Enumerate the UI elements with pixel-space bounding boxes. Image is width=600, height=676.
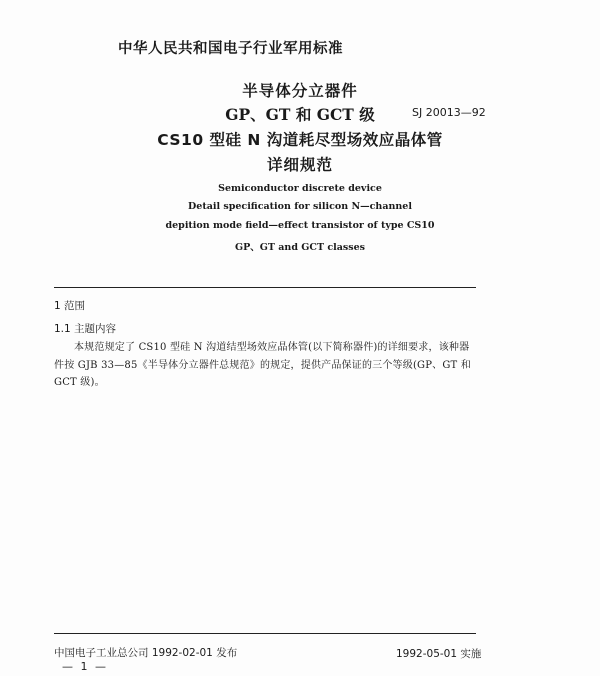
implementation-date: 1992-05-01 实施 [396,648,482,660]
english-title-line-3: depition mode field—effect transistor of type CS10 [165,220,435,231]
footer-divider [54,633,476,634]
standard-number: SJ 20013—92 [412,106,486,119]
english-title-line-2: Detail specification for silicon N—channel [188,201,412,212]
english-title-line-1: Semiconductor discrete device [218,183,382,194]
top-divider [54,287,476,288]
title-line-3: CS10 型硅 N 沟道耗尽型场效应晶体管 [157,131,443,149]
page-number: — 1 — [62,660,108,673]
section-1-heading: 1 范围 [54,300,86,312]
title-line-2: GP、GT 和 GCT 级 [225,105,375,124]
standard-header: 中华人民共和国电子行业军用标准 [118,41,343,57]
scope-paragraph: 本规范规定了 CS10 型硅 N 沟道结型场效应晶体管(以下简称器件)的详细要求，该种器件按 GJB 33—85《半导体分立器件总规范》的规定，提供产品保证的三个等级(GP、GT 和 GCT 级)。 [54,342,472,388]
title-line-4: 详细规范 [266,156,333,174]
title-line-1: 半导体分立器件 [242,82,358,100]
issued-by: 中国电子工业总公司 1992-02-01 发布 [54,647,238,659]
english-title-line-4: GP、GT and GCT classes [235,242,365,253]
subsection-1-1-heading: 1.1 主题内容 [54,323,117,335]
